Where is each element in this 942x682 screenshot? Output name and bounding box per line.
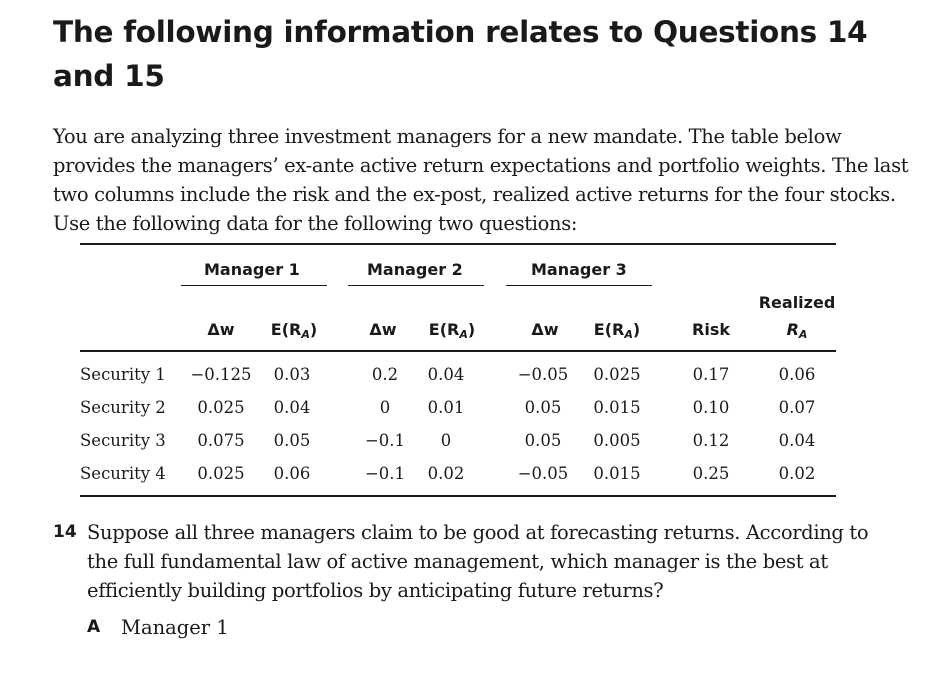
table-cell: 0.04 (427, 365, 465, 384)
table-cell: −0.1 (364, 431, 406, 450)
table-cell: 0.015 (593, 464, 641, 483)
col-er-m2: $E(R_A)$ (428, 320, 476, 341)
table-bottom-rule (80, 495, 836, 497)
question-number: 14 (53, 522, 77, 542)
table-row-security-label: Security 2 (80, 398, 166, 417)
table-cell: 0.06 (778, 365, 816, 384)
section-heading: The following information relates to Questions 14 and 15 (53, 15, 868, 93)
col-er-m1: $E(R_A)$ (270, 320, 318, 341)
table-cell: 0.04 (778, 431, 816, 450)
table-cell: 0.17 (692, 365, 730, 384)
table-cell: 0.25 (692, 464, 730, 483)
table-cell: 0.01 (427, 398, 465, 417)
table-cell: −0.1 (364, 464, 406, 483)
question-text: Suppose all three managers claim to be good at forecasting returns. According to the full fundamental law of active management, which manager is the best at efficiently building portfolios by anticipating future returns? (87, 521, 869, 602)
table-cell: 0.10 (692, 398, 730, 417)
table-row-security-label: Security 1 (80, 365, 166, 384)
table-cell: 0.02 (778, 464, 816, 483)
table-cell: 0.025 (197, 398, 245, 417)
table-cell: 0.05 (524, 431, 562, 450)
table-cell: 0.05 (273, 431, 311, 450)
table-cell: −0.05 (517, 464, 569, 483)
manager-3-rule (506, 285, 652, 286)
table-cell: 0.075 (197, 431, 245, 450)
table-cell: 0 (379, 398, 391, 417)
table-cell: 0.02 (427, 464, 465, 483)
table-cell: −0.125 (190, 365, 252, 384)
col-dw-m3: Δw (531, 320, 559, 339)
table-cell: 0.07 (778, 398, 816, 417)
col-dw-m1: Δw (207, 320, 235, 339)
table-cell: 0.05 (524, 398, 562, 417)
col-ra: $R_A$ (786, 320, 808, 341)
option-text: Manager 1 (121, 616, 229, 639)
table-cell: 0 (440, 431, 452, 450)
table-header-rule (80, 350, 836, 352)
table-cell: 0.2 (371, 365, 399, 384)
intro-paragraph: You are analyzing three investment managers for a new mandate. The table below provides the managers’ ex-ante active return expectations and portfolio weights. The last two columns include the risk and the ex-post, realized active returns for the four stocks. Use the following data for the following two questions: (53, 125, 909, 235)
table-row-security-label: Security 3 (80, 431, 166, 450)
table-cell: 0.12 (692, 431, 730, 450)
table-cell: 0.015 (593, 398, 641, 417)
manager-1-header: Manager 1 (204, 260, 300, 279)
manager-3-header: Manager 3 (531, 260, 627, 279)
table-cell: 0.025 (593, 365, 641, 384)
table-top-rule (80, 243, 836, 245)
manager-2-rule (348, 285, 484, 286)
manager-1-rule (181, 285, 327, 286)
table-cell: 0.04 (273, 398, 311, 417)
table-cell: 0.025 (197, 464, 245, 483)
table-cell: −0.05 (517, 365, 569, 384)
table-cell: 0.06 (273, 464, 311, 483)
col-risk: Risk (692, 320, 730, 339)
col-er-m3: $E(R_A)$ (593, 320, 641, 341)
manager-2-header: Manager 2 (367, 260, 463, 279)
option-letter: A (87, 617, 101, 637)
table-row-security-label: Security 4 (80, 464, 166, 483)
table-cell: 0.005 (593, 431, 641, 450)
col-dw-m2: Δw (369, 320, 397, 339)
col-realized: Realized (758, 293, 836, 312)
table-cell: 0.03 (273, 365, 311, 384)
